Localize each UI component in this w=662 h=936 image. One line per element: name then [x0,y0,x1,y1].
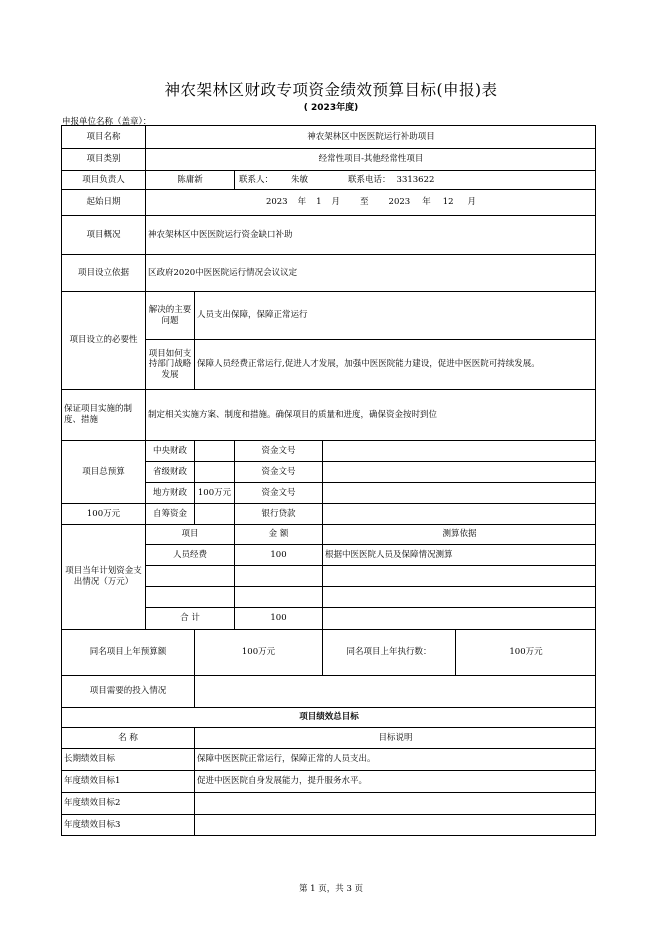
goal-name: 长期绩效目标 [62,749,195,771]
category-label: 项目类别 [62,149,146,171]
goals-col-desc: 目标说明 [195,728,596,749]
doc-no-label: 资金文号 [235,441,323,462]
plan-row-item [146,587,235,608]
plan-col-amount: 金 额 [235,525,323,545]
end-year: 2023 [388,197,411,208]
plan-row-amount: 100 [235,545,323,566]
phone-label: 联系电话： [348,174,391,185]
doc-no-label: 资金文号 [235,483,323,504]
plan-row-basis: 根据中医医院人员及保障情况测算 [323,545,596,566]
year-unit: 年 [297,197,307,208]
prev-exec-value: 100万元 [456,630,596,676]
goal-name: 年度绩效目标3 [62,815,195,835]
goals-col-name: 名 称 [62,728,195,749]
bank-loan-value [323,504,596,525]
plan-label: 项目当年计划资金支出情况（万元） [62,525,146,630]
problem-value: 人员支出保障，保障正常运行 [195,292,596,340]
goal-name: 年度绩效目标2 [62,793,195,815]
prev-budget-label: 同名项目上年预算额 [62,630,195,676]
goal-name: 年度绩效目标1 [62,771,195,793]
doc-no-value [323,441,596,462]
month-unit: 月 [331,197,341,208]
overview-label: 项目概况 [62,216,146,255]
goal-desc [195,815,596,835]
support-value: 保障人员经费正常运行,促进人才发展，加强中医医院能力建设，促进中医医院可持续发展。 [195,340,596,390]
investment-label: 项目需要的投入情况 [62,676,195,708]
date-range [146,190,596,216]
contact-cell [235,171,596,190]
start-date-label: 起始日期 [62,190,146,216]
plan-row-amount [235,587,323,608]
contact-value: 朱敏 [291,174,309,185]
plan-row-basis [323,587,596,608]
plan-row-item [146,566,235,587]
local-finance-label: 地方财政 [146,483,195,504]
goal-desc: 保障中医医院正常运行，保障正常的人员支出。 [195,749,596,771]
bank-loan-label: 银行贷款 [235,504,323,525]
plan-row-basis [323,566,596,587]
self-funded-amount [195,504,235,525]
prev-budget-value: 100万元 [195,630,323,676]
goal-desc: 促进中医医院自身发展能力，提升服务水平。 [195,771,596,793]
end-month: 12 [442,197,454,208]
plan-total-label: 合 计 [146,608,235,630]
problem-label: 解决的主要问题 [146,292,195,340]
contact-label: 联系人： [239,174,274,185]
provincial-finance-label: 省级财政 [146,462,195,483]
measures-value: 制定相关实施方案、制度和措施。确保项目的质量和进度，确保资金按时到位 [146,390,596,441]
leader-label: 项目负责人 [62,171,146,190]
plan-total-amount: 100 [235,608,323,630]
plan-col-item: 项目 [146,525,235,545]
plan-row-amount [235,566,323,587]
form-table [61,125,596,836]
month-unit: 月 [467,197,477,208]
local-finance-amount: 100万元 [195,483,235,504]
investment-value [195,676,596,708]
applicant-label: 申报单位名称（盖章）： [62,117,152,127]
page-footer: 第 1 页，共 3 页 [298,884,364,894]
self-funded-label: 自筹资金 [146,504,195,525]
measures-label: 保证项目实施的制度、措施 [62,390,146,441]
goals-header: 项目绩效总目标 [62,708,596,728]
plan-total-basis [323,608,596,630]
provincial-finance-amount [195,462,235,483]
form-title: 神农架林区财政专项资金绩效预算目标(申报)表 [164,81,498,99]
project-name-label: 项目名称 [62,126,146,149]
overview-value: 神农架林区中医医院运行资金缺口补助 [146,216,596,255]
budget-total: 100万元 [62,504,146,525]
phone-value: 3313622 [396,174,435,185]
central-finance-amount [195,441,235,462]
basis-label: 项目设立依据 [62,255,146,292]
date-to: 至 [360,197,369,208]
doc-no-label: 资金文号 [235,462,323,483]
goal-desc [195,793,596,815]
year-unit: 年 [422,197,431,208]
project-name-value: 神农架林区中医医院运行补助项目 [146,126,596,149]
plan-col-basis: 测算依据 [323,525,596,545]
doc-no-value [323,462,596,483]
basis-value: 区政府2020中医医院运行情况会议议定 [146,255,596,292]
support-label: 项目如何支持部门战略发展 [146,340,195,390]
leader-value: 陈庸新 [146,171,235,190]
plan-row-item: 人员经费 [146,545,235,566]
form-subtitle: ( 2023年度) [303,103,359,113]
necessity-label: 项目设立的必要性 [62,292,146,390]
central-finance-label: 中央财政 [146,441,195,462]
start-year: 2023 [265,197,288,208]
prev-exec-label: 同名项目上年执行数： [323,630,456,676]
doc-no-value [323,483,596,504]
start-month: 1 [316,197,322,208]
category-value: 经常性项目-其他经常性项目 [146,149,596,171]
budget-label: 项目总预算 [62,441,146,504]
